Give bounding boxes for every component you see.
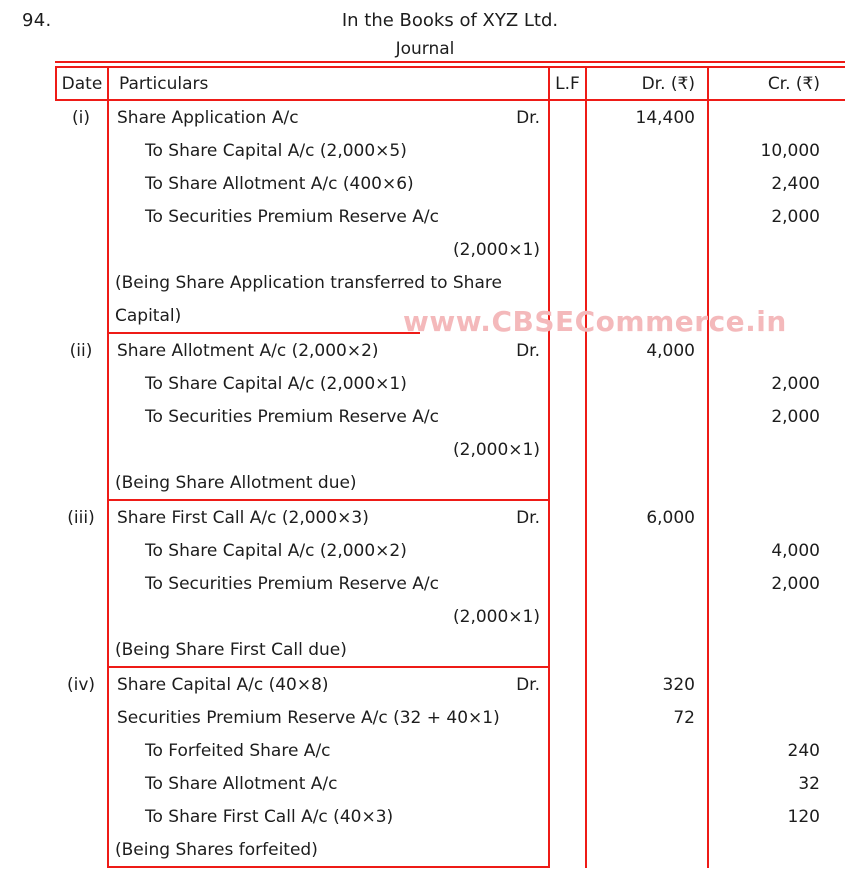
credit-amount: 2,000 — [771, 406, 820, 427]
journal-line — [55, 668, 845, 701]
column-header-date: Date — [55, 68, 107, 99]
credit-amount: 120 — [787, 806, 820, 827]
particulars-cell — [107, 840, 548, 860]
particulars-cell — [107, 807, 548, 827]
journal-line — [55, 266, 845, 299]
entry-date-label: (i) — [72, 107, 90, 128]
particulars-text: To Share Capital A/c (2,000×1) — [145, 373, 407, 394]
particulars-cell — [107, 708, 548, 728]
particulars-text: (Being Share Allotment due) — [115, 472, 357, 493]
doc-title: In the Books of XYZ Ltd. — [341, 10, 559, 31]
credit-amount: 2,000 — [771, 206, 820, 227]
particulars-cell — [107, 607, 548, 627]
credit-amount: 240 — [787, 740, 820, 761]
journal-line — [55, 701, 845, 734]
particulars-text: Share Application A/c — [117, 107, 299, 128]
dr-suffix-label: Dr. — [516, 507, 540, 528]
journal-line — [55, 400, 845, 433]
credit-amount: 4,000 — [771, 540, 820, 561]
particulars-text: Share Allotment A/c (2,000×2) — [117, 340, 379, 361]
journal-line — [55, 734, 845, 767]
journal-entries — [55, 101, 845, 868]
particulars-cell — [107, 774, 548, 794]
particulars-text: Share First Call A/c (2,000×3) — [117, 507, 369, 528]
credit-amount: 2,000 — [771, 573, 820, 594]
journal-line — [55, 534, 845, 567]
particulars-cell — [107, 675, 548, 695]
particulars-text: (Being Shares forfeited) — [115, 839, 318, 860]
journal-line — [55, 633, 845, 666]
journal-line — [55, 767, 845, 800]
particulars-text: (Being Share Application transferred to Share — [115, 272, 502, 293]
particulars-cell — [107, 574, 548, 594]
journal-entry — [55, 334, 845, 499]
column-header-particulars: Particulars — [107, 68, 548, 99]
particulars-text: To Share Allotment A/c (400×6) — [145, 173, 414, 194]
particulars-text: To Securities Premium Reserve A/c — [145, 406, 439, 427]
particulars-text: To Forfeited Share A/c — [145, 740, 331, 761]
journal-line — [55, 433, 845, 466]
journal-line — [55, 167, 845, 200]
credit-amount: 10,000 — [760, 140, 820, 161]
dr-suffix-label: Dr. — [516, 340, 540, 361]
doc-subtitle: Journal — [395, 39, 455, 59]
table-header-row — [55, 68, 845, 101]
journal-entry — [55, 101, 845, 332]
particulars-text: To Share Allotment A/c — [145, 773, 338, 794]
particulars-cell — [107, 174, 548, 194]
journal-entry — [55, 501, 845, 666]
particulars-text: Securities Premium Reserve A/c (32 + 40×1) — [117, 707, 500, 728]
journal-line — [55, 466, 845, 499]
particulars-cell — [107, 374, 548, 394]
journal-entry — [55, 668, 845, 866]
particulars-cell — [107, 473, 548, 493]
dr-suffix-label: Dr. — [516, 674, 540, 695]
credit-amount: 2,400 — [771, 173, 820, 194]
particulars-cell — [107, 440, 548, 460]
particulars-cell — [107, 508, 548, 528]
particulars-text: Capital) — [115, 305, 182, 326]
credit-amount: 32 — [798, 773, 820, 794]
journal-line — [55, 800, 845, 833]
debit-amount: 6,000 — [646, 507, 695, 528]
journal-table — [55, 61, 845, 868]
question-number: 94. — [22, 10, 52, 31]
particulars-text: (Being Share First Call due) — [115, 639, 347, 660]
column-header-credit: Cr. (₹) — [707, 68, 845, 99]
journal-line — [55, 101, 845, 134]
particulars-text: To Securities Premium Reserve A/c — [145, 206, 439, 227]
journal-line — [55, 200, 845, 233]
particulars-text: (2,000×1) — [453, 239, 540, 260]
entry-date-label: (ii) — [69, 340, 93, 361]
particulars-cell — [107, 741, 548, 761]
debit-amount: 14,400 — [635, 107, 695, 128]
particulars-cell — [107, 240, 548, 260]
dr-suffix-label: Dr. — [516, 107, 540, 128]
column-header-lf: L.F — [548, 68, 585, 99]
particulars-text: To Share First Call A/c (40×3) — [145, 806, 394, 827]
particulars-cell — [107, 273, 548, 293]
particulars-cell — [107, 341, 548, 361]
particulars-cell — [107, 141, 548, 161]
journal-line — [55, 833, 845, 866]
particulars-text: To Securities Premium Reserve A/c — [145, 573, 439, 594]
journal-line — [55, 134, 845, 167]
debit-amount: 72 — [673, 707, 695, 728]
particulars-cell — [107, 108, 548, 128]
particulars-cell — [107, 407, 548, 427]
journal-line — [55, 567, 845, 600]
journal-line — [55, 233, 845, 266]
watermark: www.CBSECommerce.in — [403, 305, 787, 338]
particulars-text: (2,000×1) — [453, 439, 540, 460]
journal-line — [55, 367, 845, 400]
particulars-text: Share Capital A/c (40×8) — [117, 674, 329, 695]
particulars-text: To Share Capital A/c (2,000×2) — [145, 540, 407, 561]
particulars-cell — [107, 207, 548, 227]
particulars-cell — [107, 541, 548, 561]
table-body — [55, 101, 845, 868]
entry-date-label: (iv) — [66, 674, 96, 695]
particulars-cell — [107, 640, 548, 660]
journal-line — [55, 600, 845, 633]
particulars-text: (2,000×1) — [453, 606, 540, 627]
journal-line — [55, 501, 845, 534]
particulars-text: To Share Capital A/c (2,000×5) — [145, 140, 407, 161]
journal-line — [55, 334, 845, 367]
column-header-debit: Dr. (₹) — [585, 68, 707, 99]
entry-date-label: (iii) — [67, 507, 95, 528]
debit-amount: 320 — [662, 674, 695, 695]
debit-amount: 4,000 — [646, 340, 695, 361]
entry-separator — [107, 866, 550, 868]
credit-amount: 2,000 — [771, 373, 820, 394]
